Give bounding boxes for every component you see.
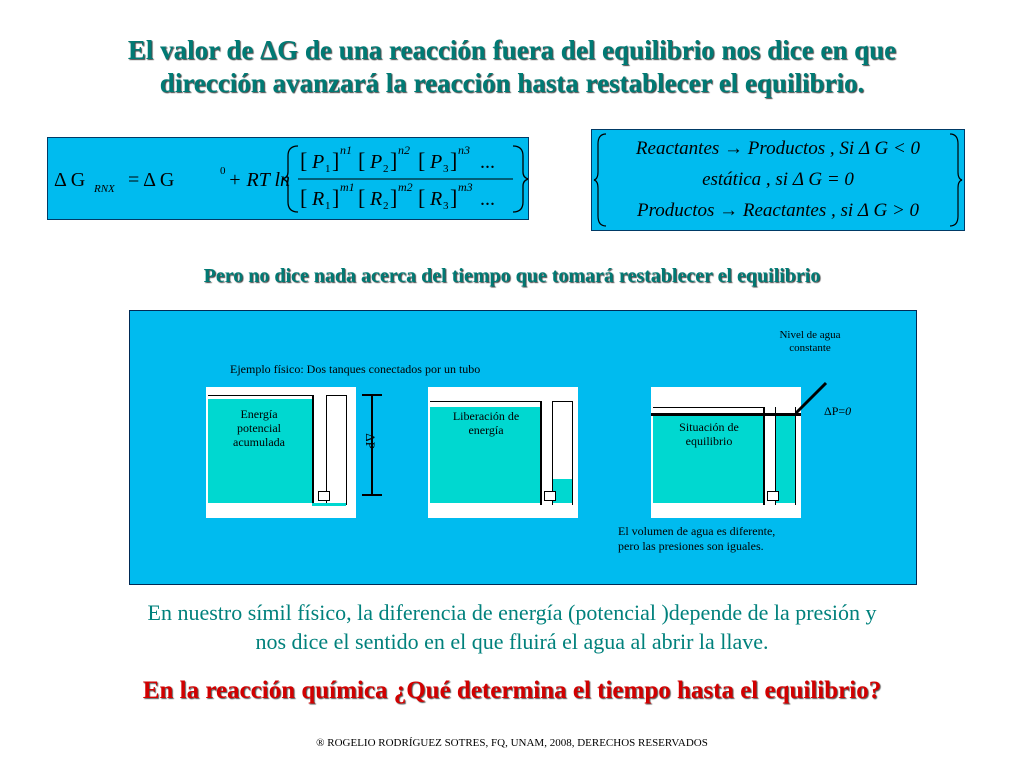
valve-icon [544,491,556,501]
constant-level-label: Nivel de agua constante [779,329,841,354]
svg-text:n1: n1 [340,143,352,157]
tank-energy-stored [206,387,356,518]
svg-text:[: [ [300,148,308,173]
eq-rt: + RT ln [228,169,291,191]
svg-text:[: [ [358,185,366,210]
valve-icon [767,491,779,501]
tank2-label: Liberación de energía [452,409,520,437]
svg-text:1: 1 [325,200,331,212]
svg-text:3: 3 [443,200,449,212]
delta-p-zero-label: ΔP=0 [824,404,852,418]
svg-text:2: 2 [383,200,389,212]
svg-text:[: [ [418,148,426,173]
example-label: Ejemplo físico: Dos tanques conectados por un tubo [230,362,481,376]
svg-text:]: ] [450,185,458,210]
gibbs-equation [48,138,528,219]
tank-energy-release [428,387,578,518]
case-static: estática , si Δ G = 0 [702,169,854,190]
svg-text:n2: n2 [398,143,410,157]
svg-text:R: R [312,188,325,210]
gibbs-equation-box [47,137,529,220]
svg-text:[: [ [418,185,426,210]
svg-text:]: ] [450,148,458,173]
svg-text:m1: m1 [340,180,355,194]
svg-text:...: ... [480,188,495,210]
subtitle: Pero no dice nada acerca del tiempo que tomará restablecer el equilibrio [203,265,821,287]
eq-numerator [300,143,495,175]
tank-equilibrium [651,387,801,518]
svg-text:1: 1 [325,163,331,175]
eq-lhs-sub: RNX [94,183,115,195]
svg-text:P: P [312,151,325,173]
svg-text:2: 2 [383,163,389,175]
svg-text:]: ] [390,185,398,210]
explanation-paragraph: En nuestro símil físico, la diferencia de energía (potencial )depende de la presión y nos dice el sentido en el que fluirá el agua al abrir la llave. [147,600,877,654]
svg-text:[: [ [358,148,366,173]
svg-text:]: ] [390,148,398,173]
slide-title [40,34,984,100]
copyright-footer: ® ROGELIO RODRÍGUEZ SOTRES, FQ, UNAM, 2008, DERECHOS RESERVADOS [316,737,708,749]
case-forward: Reactantes → Productos , Si Δ G < 0 [635,138,921,159]
svg-text:[: [ [300,185,308,210]
svg-text:P: P [370,151,383,173]
eq-mid-sup: 0 [220,165,226,177]
tanks-diagram [129,310,917,585]
svg-text:]: ] [332,185,340,210]
eq-denominator [300,180,495,212]
svg-text:]: ] [332,148,340,173]
svg-text:R: R [370,188,383,210]
title-line-2: dirección avanzará la reacción hasta restablecer el equilibrio. [159,68,865,98]
tank1-label: Energía potencial acumulada [233,407,285,449]
svg-text:R: R [430,188,443,210]
case-reverse: Productos → Reactantes , si Δ G > 0 [636,200,920,221]
svg-text:P: P [430,151,443,173]
volume-note: El volumen de agua es diferente, pero las presiones son iguales. [618,524,776,553]
svg-text:...: ... [480,151,495,173]
tank3-label: Situación de equilibrio [679,420,739,448]
eq-lhs: Δ G [54,169,86,191]
direction-cases-box [591,129,965,231]
svg-text:m2: m2 [398,180,413,194]
key-question: En la reacción química ¿Qué determina el tiempo hasta el equilibrio? [142,677,882,704]
delta-p-label: ΔP [362,433,378,449]
svg-text:m3: m3 [458,180,473,194]
valve-icon [318,491,330,501]
eq-mid: = Δ G [128,169,175,191]
title-line-1: El valor de ΔG de una reacción fuera del equilibrio nos dice en que [127,35,897,65]
svg-text:3: 3 [443,163,449,175]
svg-text:n3: n3 [458,143,470,157]
